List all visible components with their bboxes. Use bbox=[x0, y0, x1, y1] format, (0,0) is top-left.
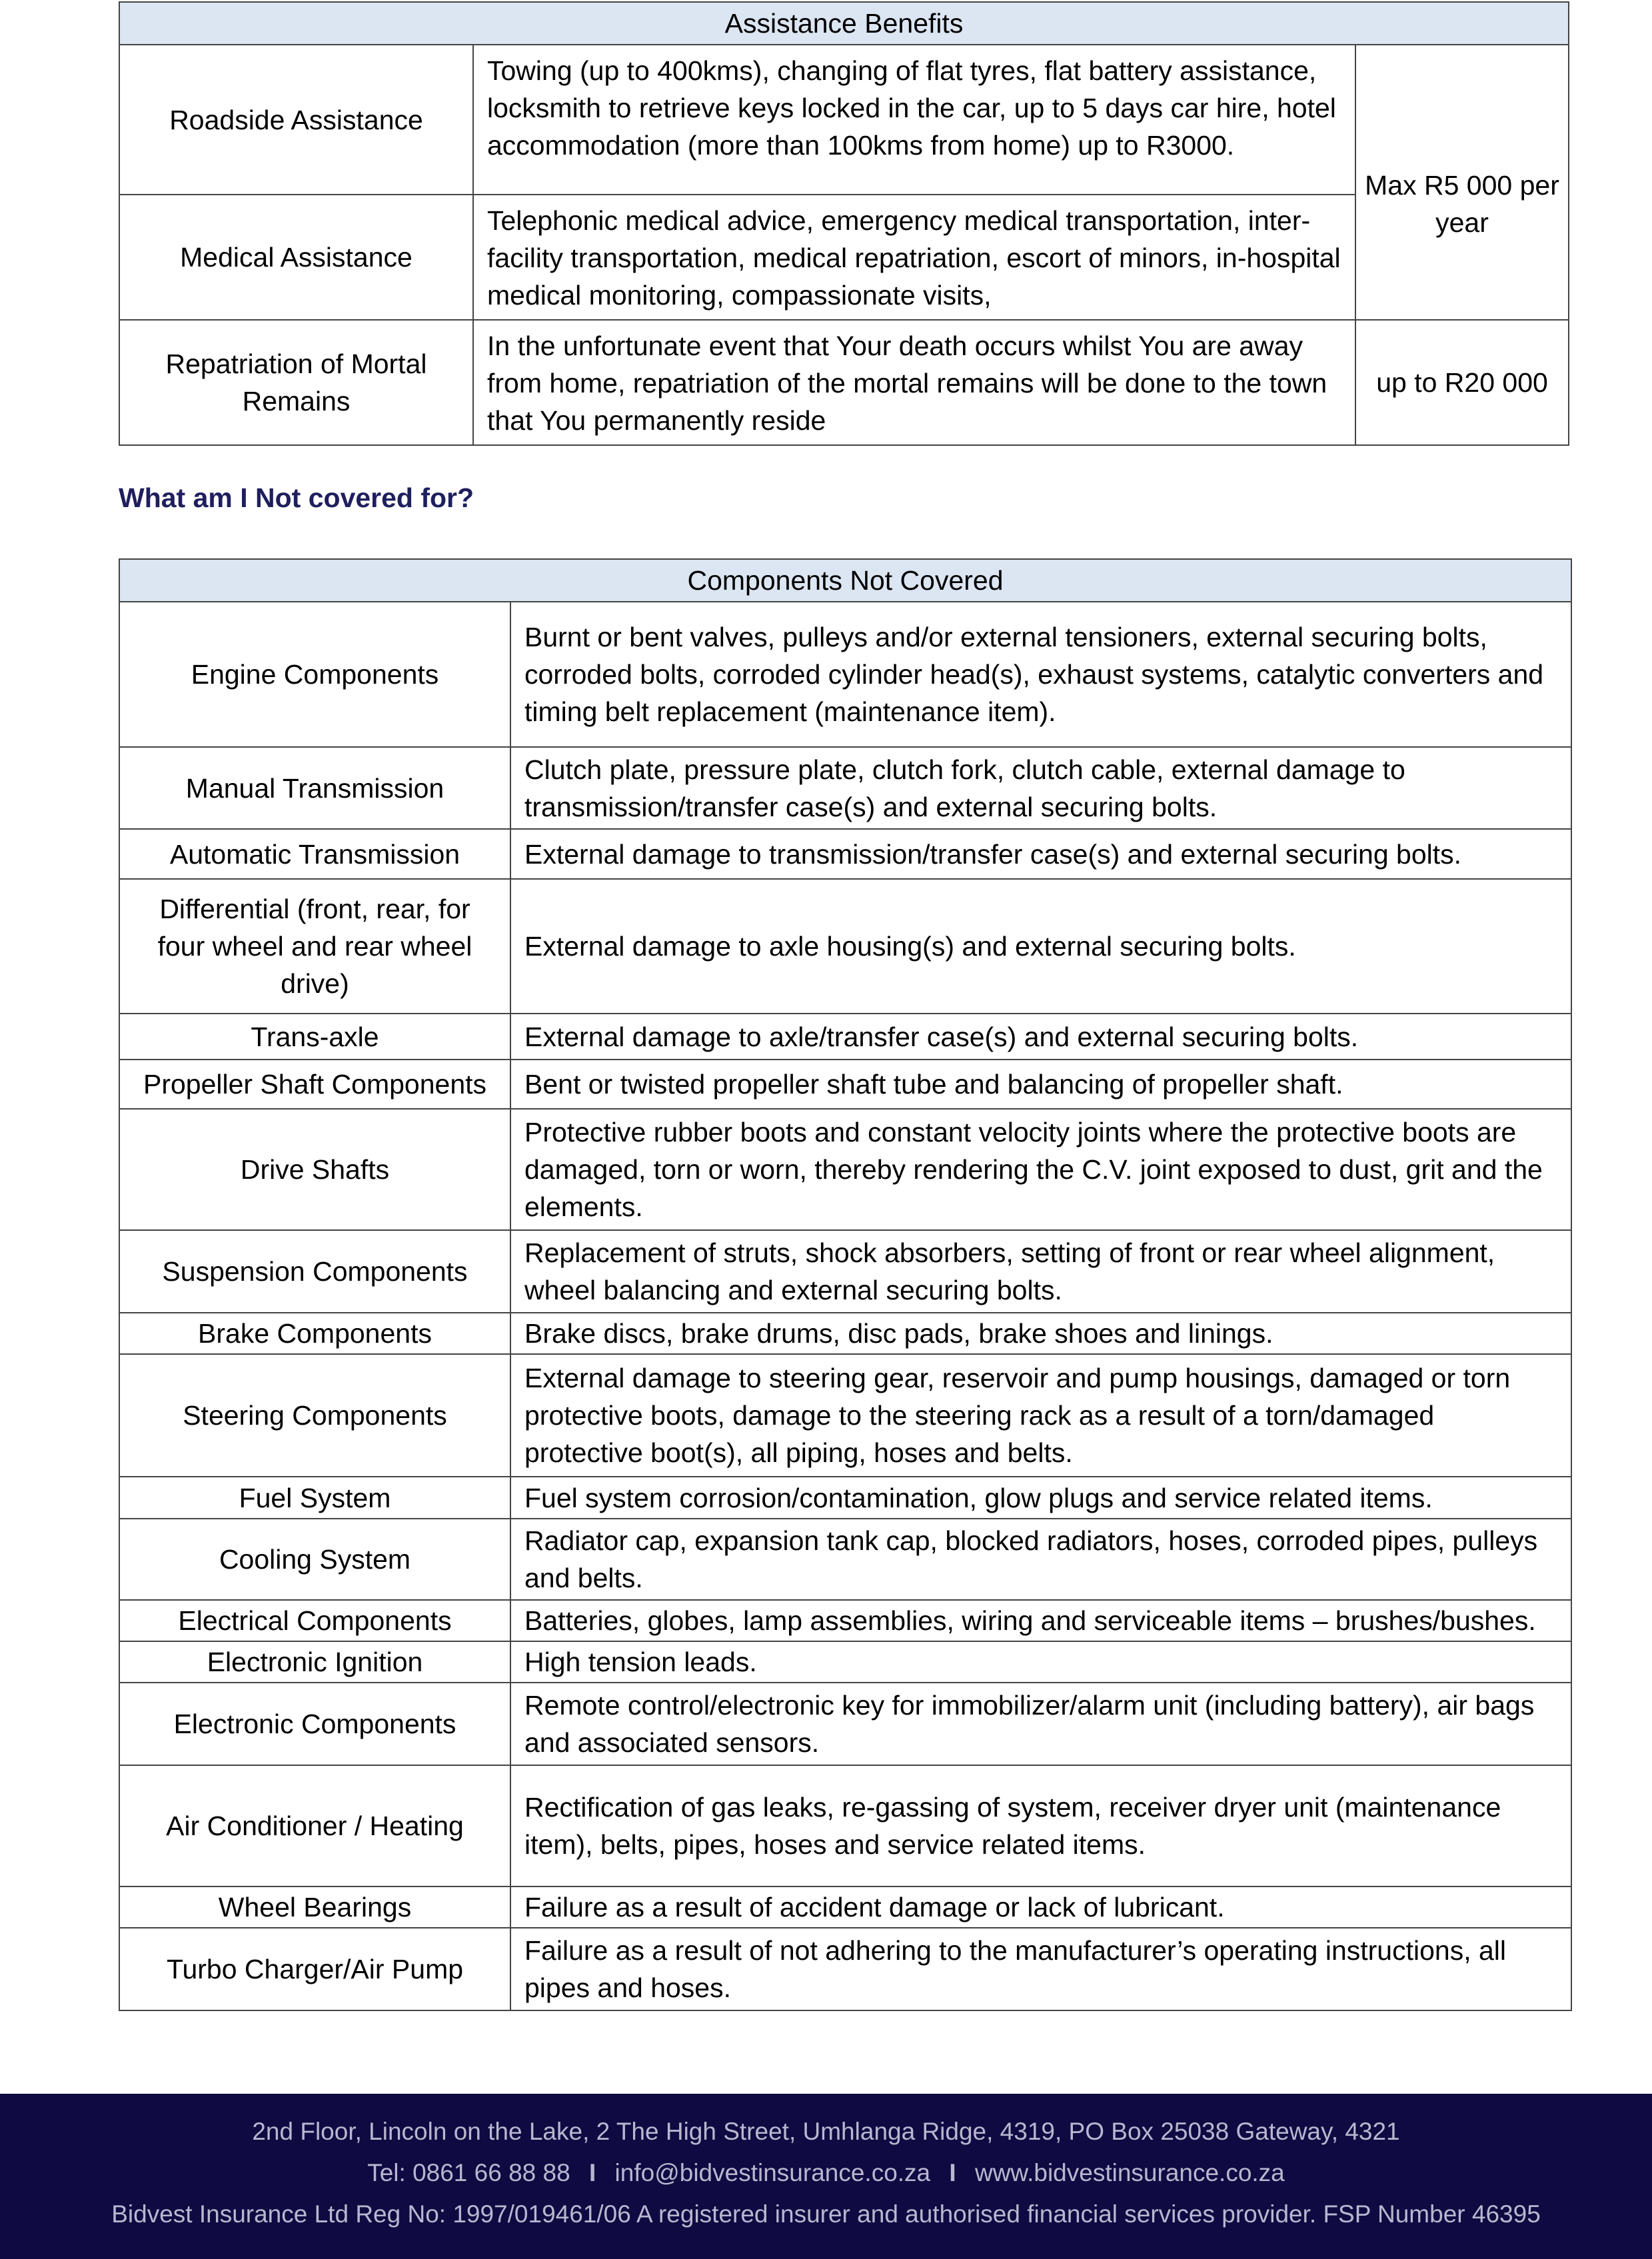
component-exclusion: External damage to axle/transfer case(s) and external securing bolts. bbox=[510, 1014, 1571, 1060]
footer-separator: I bbox=[949, 2159, 956, 2186]
benefit-name: Medical Assistance bbox=[119, 195, 473, 320]
component-name: Differential (front, rear, for four wheel and rear wheel drive) bbox=[119, 879, 510, 1014]
benefit-limit: up to R20 000 bbox=[1355, 320, 1569, 445]
component-name: Drive Shafts bbox=[119, 1109, 510, 1230]
footer-website-link[interactable]: www.bidvestinsurance.co.za bbox=[974, 2159, 1285, 2186]
component-name: Air Conditioner / Heating bbox=[119, 1765, 510, 1886]
benefit-limit: Max R5 000 per year bbox=[1355, 45, 1569, 320]
component-exclusion: External damage to transmission/transfer case(s) and external securing bolts. bbox=[510, 829, 1571, 879]
footer-email-link[interactable]: info@bidvestinsurance.co.za bbox=[614, 2159, 931, 2186]
benefit-name: Roadside Assistance bbox=[119, 45, 473, 195]
component-name: Electronic Components bbox=[119, 1683, 510, 1765]
footer-registration: Bidvest Insurance Ltd Reg No: 1997/019461/06 A registered insurer and authorised financial services provider. FSP Number 46395 bbox=[111, 2200, 1541, 2228]
component-name: Trans-axle bbox=[119, 1014, 510, 1060]
component-name: Engine Components bbox=[119, 602, 510, 747]
benefit-description: Telephonic medical advice, emergency medical transportation, inter-facility transportation, medical repatriation, escort of minors, in-hospital medical monitoring, compassionate visits, bbox=[473, 195, 1355, 320]
component-name: Electronic Ignition bbox=[119, 1641, 510, 1683]
component-exclusion: Fuel system corrosion/contamination, glow plugs and service related items. bbox=[510, 1477, 1571, 1519]
component-exclusion: Rectification of gas leaks, re-gassing of system, receiver dryer unit (maintenance item), belts, pipes, hoses and service related items. bbox=[510, 1765, 1571, 1886]
footer-separator: I bbox=[588, 2159, 596, 2186]
benefit-description: Towing (up to 400kms), changing of flat tyres, flat battery assistance, locksmith to retrieve keys locked in the car, up to 5 days car hire, hotel accommodation (more than 100kms from home) up to R3000. bbox=[473, 45, 1355, 195]
footer-address: 2nd Floor, Lincoln on the Lake, 2 The High Street, Umhlanga Ridge, 4319, PO Box 25038 Gateway, 4321 bbox=[252, 2118, 1400, 2145]
component-exclusion: Brake discs, brake drums, disc pads, brake shoes and linings. bbox=[510, 1313, 1571, 1354]
assistance-benefits-table bbox=[119, 1, 1569, 446]
component-exclusion: Replacement of struts, shock absorbers, setting of front or rear wheel alignment, wheel balancing and external securing bolts. bbox=[510, 1230, 1571, 1313]
footer bbox=[0, 2094, 1652, 2259]
footer-contact-line bbox=[0, 2159, 1652, 2187]
component-name: Manual Transmission bbox=[119, 747, 510, 829]
component-exclusion: Clutch plate, pressure plate, clutch fork, clutch cable, external damage to transmission/transfer case(s) and external securing bolts. bbox=[510, 747, 1571, 829]
component-exclusion: External damage to steering gear, reservoir and pump housings, damaged or torn protective boots, damage to the steering rack as a result of a torn/damaged protective boot(s), all piping, hoses and belts. bbox=[510, 1354, 1571, 1477]
component-exclusion: External damage to axle housing(s) and external securing bolts. bbox=[510, 879, 1571, 1014]
component-name: Turbo Charger/Air Pump bbox=[119, 1928, 510, 2010]
component-name: Electrical Components bbox=[119, 1600, 510, 1641]
component-exclusion: Remote control/electronic key for immobilizer/alarm unit (including battery), air bags and associated sensors. bbox=[510, 1683, 1571, 1765]
component-exclusion: Burnt or bent valves, pulleys and/or external tensioners, external securing bolts, corroded bolts, corroded cylinder head(s), exhaust systems, catalytic converters and timing belt replacement (maintenance item). bbox=[510, 602, 1571, 747]
component-name: Steering Components bbox=[119, 1354, 510, 1477]
component-name: Cooling System bbox=[119, 1519, 510, 1600]
component-exclusion: Failure as a result of accident damage or lack of lubricant. bbox=[510, 1886, 1571, 1928]
components-not-covered-header: Components Not Covered bbox=[119, 559, 1571, 602]
component-exclusion: Radiator cap, expansion tank cap, blocked radiators, hoses, corroded pipes, pulleys and belts. bbox=[510, 1519, 1571, 1600]
assistance-benefits-header: Assistance Benefits bbox=[119, 2, 1569, 45]
components-not-covered-table bbox=[119, 558, 1572, 2011]
component-name: Propeller Shaft Components bbox=[119, 1060, 510, 1109]
component-name: Brake Components bbox=[119, 1313, 510, 1354]
component-exclusion: High tension leads. bbox=[510, 1641, 1571, 1683]
component-exclusion: Failure as a result of not adhering to the manufacturer’s operating instructions, all pipes and hoses. bbox=[510, 1928, 1571, 2010]
component-name: Fuel System bbox=[119, 1477, 510, 1519]
component-name: Automatic Transmission bbox=[119, 829, 510, 879]
section-heading: What am I Not covered for? bbox=[119, 482, 474, 513]
benefit-description: In the unfortunate event that Your death occurs whilst You are away from home, repatriation of the mortal remains will be done to the town that You permanently reside bbox=[473, 320, 1355, 445]
component-name: Suspension Components bbox=[119, 1230, 510, 1313]
component-exclusion: Bent or twisted propeller shaft tube and balancing of propeller shaft. bbox=[510, 1060, 1571, 1109]
benefit-name: Repatriation of Mortal Remains bbox=[119, 320, 473, 445]
component-exclusion: Protective rubber boots and constant velocity joints where the protective boots are damaged, torn or worn, thereby rendering the C.V. joint exposed to dust, grit and the elements. bbox=[510, 1109, 1571, 1230]
component-exclusion: Batteries, globes, lamp assemblies, wiring and serviceable items – brushes/bushes. bbox=[510, 1600, 1571, 1641]
footer-phone[interactable]: Tel: 0861 66 88 88 bbox=[367, 2159, 570, 2186]
component-name: Wheel Bearings bbox=[119, 1886, 510, 1928]
